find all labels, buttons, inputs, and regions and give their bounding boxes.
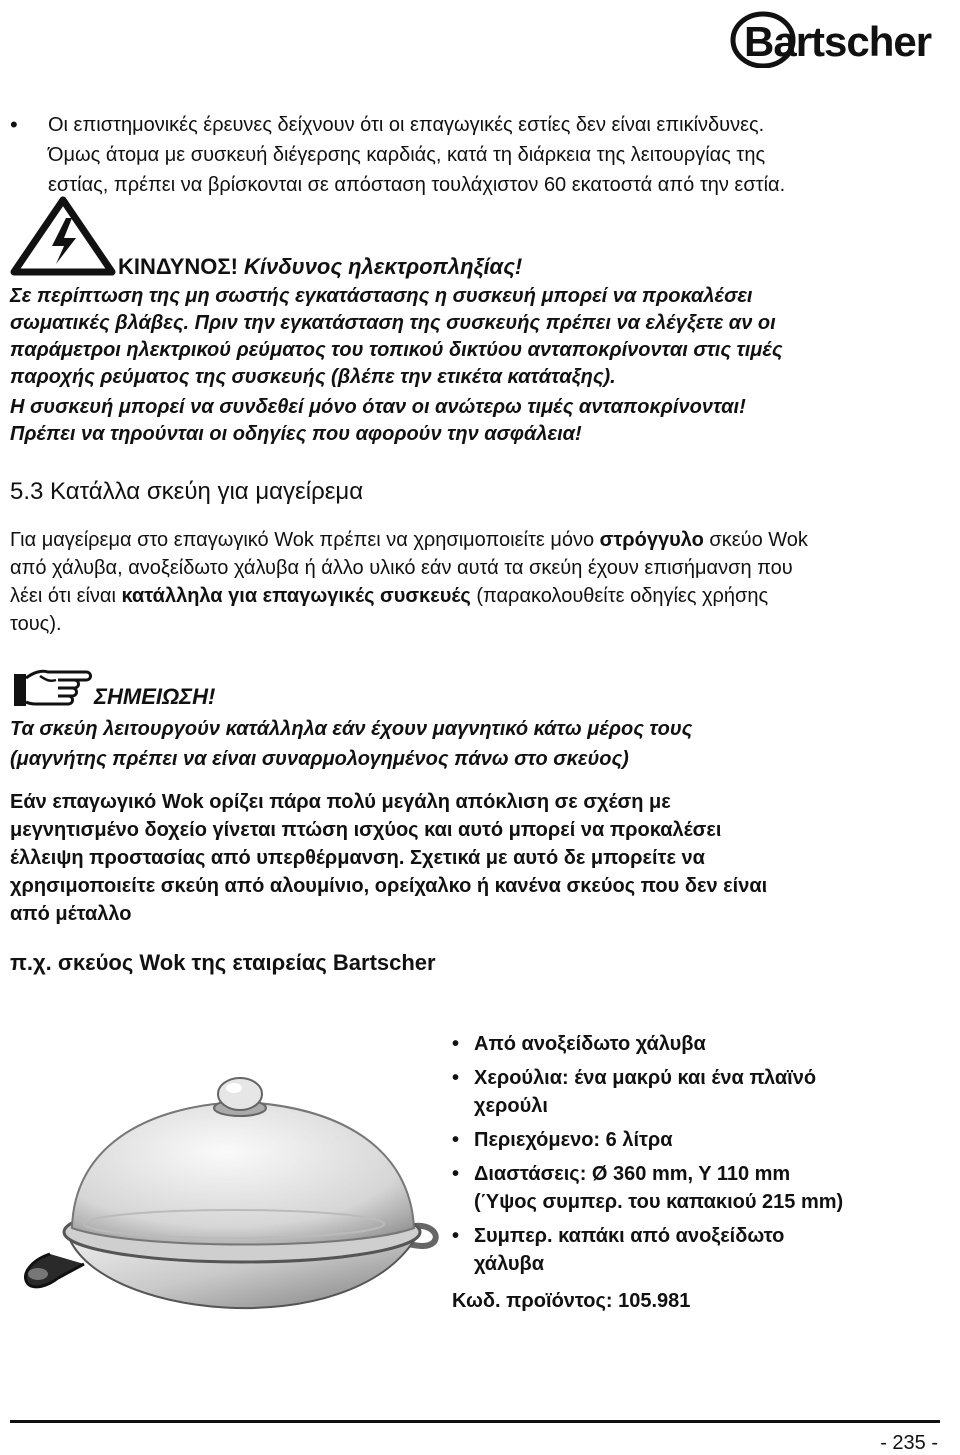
warning-line: Πρέπει να τηρούνται οι οδηγίες που αφορούν την ασφάλεια!	[10, 423, 582, 445]
electric-hazard-icon	[10, 196, 116, 278]
deviation-paragraph	[10, 788, 940, 928]
spec-item	[452, 1126, 942, 1154]
intro-line: Όμως άτομα με συσκευή διέγερσης καρδιάς, κατά τη διάρκεια της λειτουργίας της	[48, 144, 766, 166]
deviation-line: χρησιμοποιείτε σκεύη από αλουμίνιο, ορείχαλκο ή κανένα σκεύος που δεν είναι	[10, 875, 768, 897]
spec-text: Χερούλια: ένα μακρύ και ένα πλαϊνό	[474, 1067, 817, 1089]
para-text: Για μαγείρεμα στο επαγωγικό Wok πρέπει να χρησιμοποιείτε μόνο	[10, 529, 600, 551]
intro-bullet	[10, 110, 930, 200]
warning-title	[118, 254, 522, 280]
deviation-line: από μέταλλο	[10, 903, 132, 925]
spec-text: Περιεχόμενο: 6 λίτρα	[474, 1129, 673, 1151]
spec-text: χάλυβα	[474, 1253, 545, 1275]
bullet-dot: •	[452, 1163, 460, 1185]
spec-item	[452, 1030, 942, 1058]
para-text: λέει ότι είναι	[10, 585, 122, 607]
spec-text: χερούλι	[474, 1095, 548, 1117]
para-text: (παρακολουθείτε οδηγίες χρήσης	[470, 585, 769, 607]
page-number: - 235 -	[880, 1432, 938, 1454]
warning-line: σωματικές βλάβες. Πριν την εγκατάσταση της συσκευής πρέπει να ελέγξετε αν οι	[10, 312, 776, 334]
spec-text: Από ανοξείδωτο χάλυβα	[474, 1033, 706, 1055]
para-text: τους).	[10, 613, 62, 635]
spec-item	[452, 1160, 942, 1216]
spec-text: (Ύψος συμπερ. του καπακιού 215 mm)	[474, 1191, 844, 1213]
pointing-hand-icon	[12, 662, 94, 712]
para-emphasis: στρόγγυλο	[599, 529, 704, 551]
intro-line: Οι επιστημονικές έρευνες δείχνουν ότι οι επαγωγικές εστίες δεν είναι επικίνδυνες.	[48, 114, 765, 136]
warning-body	[10, 283, 940, 448]
warning-line: παράμετροι ηλεκτρικού ρεύματος του τοπικού δικτύου ανταποκρίνονται στις τιμές	[10, 339, 783, 361]
deviation-line: μεγνητισμένο δοχείο γίνεται πτώση ισχύος και αυτό μπορεί να προκαλέσει	[10, 819, 722, 841]
example-label: π.χ. σκεύος Wok της εταιρείας Bartscher	[10, 950, 436, 975]
logo-text: Bartscher	[744, 18, 932, 65]
footer-divider	[10, 1420, 940, 1423]
para-emphasis: κατάλληλα για επαγωγικές συσκευές	[121, 585, 471, 607]
deviation-line: έλλειψη προστασίας από υπερθέρμανση. Σχετικά με αυτό δε μπορείτε να	[10, 847, 705, 869]
warning-line: Σε περίπτωση της μη σωστής εγκατάστασης η συσκευή μπορεί να προκαλέσει	[10, 285, 753, 307]
note-line: Τα σκεύη λειτουργούν κατάλληλα εάν έχουν μαγνητικό κάτω μέρος τους	[10, 718, 693, 740]
spec-text: Συμπερ. καπάκι από ανοξείδωτο	[474, 1225, 785, 1247]
deviation-line: Εάν επαγωγικό Wok ορίζει πάρα πολύ μεγάλη απόκλιση σε σχέση με	[10, 791, 671, 813]
warning-subtitle: Κίνδυνος ηλεκτροπληξίας!	[237, 254, 523, 279]
note-title: ΣΗΜΕΙΩΣΗ!	[94, 684, 216, 709]
bullet-dot: •	[452, 1033, 460, 1055]
para-text: από χάλυβα, ανοξείδωτο χάλυβα ή άλλο υλικό εάν αυτά τα σκεύη έχουν επισήμανση που	[10, 557, 793, 579]
spec-item	[452, 1222, 942, 1278]
bullet-dot: •	[452, 1129, 460, 1151]
note-body	[10, 714, 940, 774]
para-text: σκεύο Wok	[703, 529, 808, 551]
spec-text: Διαστάσεις: Ø 360 mm, Y 110 mm	[474, 1163, 791, 1185]
section-heading: 5.3 Κατάλλα σκεύη για μαγείρεμα	[10, 478, 364, 505]
bullet-dot: •	[10, 112, 18, 137]
warning-line: παροχής ρεύματος της συσκευής (βλέπε την ετικέτα κατάταξης).	[10, 366, 616, 388]
spec-item	[452, 1064, 942, 1120]
section-paragraph	[10, 526, 950, 638]
product-code: Κωδ. προϊόντος: 105.981	[452, 1290, 691, 1312]
wok-pan-image	[14, 1028, 446, 1358]
warning-line: Η συσκευή μπορεί να συνδεθεί μόνο όταν οι ανώτερω τιμές ανταποκρίνονται!	[10, 396, 746, 418]
spec-list	[452, 1030, 942, 1284]
note-line: (μαγνήτης πρέπει να είναι συναρμολογημένος πάνω στο σκεύος)	[10, 748, 629, 770]
intro-line: εστίας, πρέπει να βρίσκονται σε απόσταση τουλάχιστον 60 εκατοστά από την εστία.	[48, 174, 786, 196]
warning-label: ΚΙΝΔΥΝΟΣ!	[118, 254, 238, 279]
bullet-dot: •	[452, 1067, 460, 1089]
bullet-dot: •	[452, 1225, 460, 1247]
bartscher-logo	[730, 6, 940, 68]
